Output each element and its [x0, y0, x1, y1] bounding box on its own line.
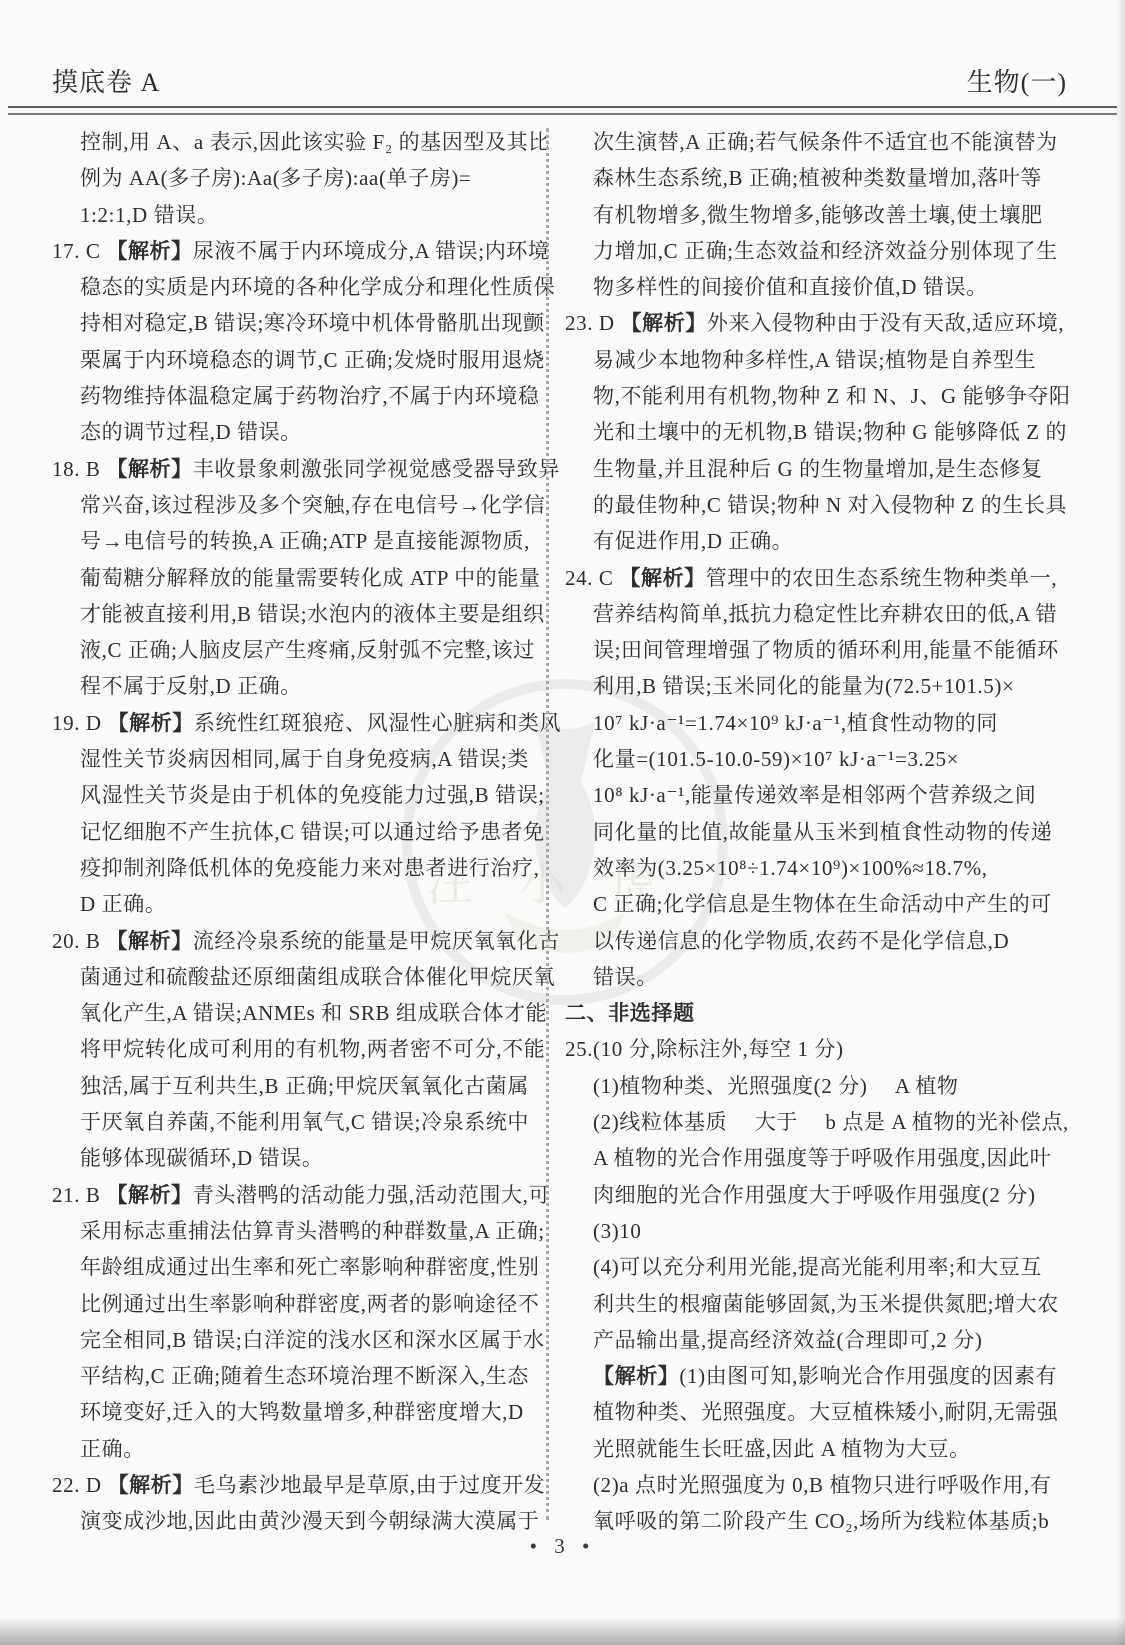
text-line: D 正确。 — [80, 892, 167, 917]
text-line: (2)a 点时光照强度为 0,B 植物只进行呼吸作用,有 — [593, 1472, 1052, 1497]
text-line: 二、非选择题 — [565, 1001, 695, 1026]
text-line: 产品输出量,提高经济效益(合理即可,2 分) — [593, 1327, 983, 1352]
text-line: 18. B 【解析】丰收景象刺激张同学视觉感受器导致异 — [52, 456, 560, 481]
text-line: 环境变好,迁入的大鸨数量增多,种群密度增大,D — [80, 1400, 524, 1425]
text-line: 10⁷ kJ·a⁻¹=1.74×10⁹ kJ·a⁻¹,植食性动物的同 — [593, 710, 998, 735]
text-line: (3)10 — [593, 1218, 642, 1243]
text-line: 能够体现碳循环,D 错误。 — [80, 1146, 324, 1171]
text-line: 同化量的比值,故能量从玉米到植食性动物的传递 — [593, 819, 1053, 844]
text-line: 20. B 【解析】流经冷泉系统的能量是甲烷厌氧氧化古 — [52, 928, 560, 953]
text-line: 湿性关节炎病因相同,属于自身免疫病,A 错误;类 — [80, 747, 529, 772]
right-column — [565, 124, 1070, 1540]
text-line: 于厌氧自养菌,不能利用氧气,C 错误;冷泉系统中 — [80, 1110, 529, 1135]
text-line: 药物维持体温稳定属于药物治疗,不属于内环境稳 — [80, 384, 540, 409]
text-line: 完全相同,B 错误;白洋淀的浅水区和深水区属于水 — [80, 1327, 545, 1352]
text-line: 程不属于反射,D 正确。 — [80, 674, 302, 699]
text-line: 态的调节过程,D 错误。 — [80, 420, 302, 445]
text-line: 葡萄糖分解释放的能量需要转化成 ATP 中的能量 — [80, 565, 541, 590]
text-line: 力增加,C 正确;生态效益和经济效益分别体现了生 — [593, 238, 1058, 263]
text-line: 稳态的实质是内环境的各种化学成分和理化性质保 — [80, 275, 556, 300]
text-line: 【解析】(1)由图可知,影响光合作用强度的因素有 — [593, 1364, 1058, 1389]
text-line: 24. C 【解析】管理中的农田生态系统生物种类单一, — [565, 565, 1058, 590]
text-line: C 正确;化学信息是生物体在生命活动中产生的可 — [593, 892, 1052, 917]
text-line: 持相对稳定,B 错误;寒冷环境中机体骨骼肌出现颤 — [80, 311, 545, 336]
text-line: 森林生态系统,B 正确;植被种类数量增加,落叶等 — [593, 166, 1042, 191]
text-line: 错误。 — [593, 964, 658, 989]
text-line: 物多样性的间接价值和直接价值,D 错误。 — [593, 275, 988, 300]
text-line: 平结构,C 正确;随着生态环境治理不断深入,生态 — [80, 1364, 529, 1389]
text-line: 10⁸ kJ·a⁻¹,能量传递效率是相邻两个营养级之间 — [593, 783, 1037, 808]
text-line: 栗属于内环境稳态的调节,C 正确;发烧时服用退烧 — [80, 347, 545, 372]
header-right-title: 生物(一) — [966, 68, 1067, 97]
text-line: 采用标志重捕法估算青头潜鸭的种群数量,A 正确; — [80, 1218, 545, 1243]
text-line: 记忆细胞不产生抗体,C 错误;可以通过给予患者免 — [80, 819, 545, 844]
text-line: 常兴奋,该过程涉及多个突触,存在电信号→化学信 — [80, 492, 546, 517]
text-line: 以传递信息的化学物质,农药不是化学信息,D — [593, 928, 1010, 953]
text-line: 25.(10 分,除标注外,每空 1 分) — [565, 1037, 844, 1062]
text-line: 控制,用 A、a 表示,因此该实验 F₂ 的基因型及其比 — [80, 130, 550, 154]
page-number: • 3 • — [529, 1534, 596, 1558]
text-line: 才能被直接利用,B 错误;水泡内的液体主要是组织 — [80, 601, 545, 626]
text-line: 物,不能利用有机物,物种 Z 和 N、J、G 能够争夺阳 — [593, 384, 1071, 409]
text-line: 肉细胞的光合作用强度大于呼吸作用强度(2 分) — [593, 1182, 1036, 1207]
text-line: 光和土壤中的无机物,B 错误;物种 G 能够降低 Z 的 — [593, 420, 1068, 445]
text-line: 独活,属于互利共生,B 正确;甲烷厌氧氧化古菌属 — [80, 1073, 529, 1098]
text-line: 的最佳物种,C 错误;物种 N 对入侵物种 Z 的生长具 — [593, 492, 1068, 517]
text-line: 化量=(101.5-10.0-59)×10⁷ kJ·a⁻¹=3.25× — [593, 747, 960, 772]
header-double-rule — [8, 106, 1117, 115]
text-line: 疫抑制剂降低机体的免疫能力来对患者进行治疗, — [80, 855, 540, 880]
text-line: (2)线粒体基质 大于 b 点是 A 植物的光补偿点, — [593, 1110, 1069, 1135]
text-line: 22. D 【解析】毛乌素沙地最早是草原,由于过度开发 — [52, 1472, 546, 1497]
text-line: 氧化产生,A 错误;ANMEs 和 SRB 组成联合体才能 — [80, 1001, 548, 1026]
text-line: 21. B 【解析】青头潜鸭的活动能力强,活动范围大,可 — [52, 1182, 551, 1207]
text-line: 氧呼吸的第二阶段产生 CO₂,场所为线粒体基质;b — [593, 1509, 1050, 1534]
text-line: 17. C 【解析】尿液不属于内环境成分,A 错误;内环境 — [52, 238, 550, 263]
text-line: 演变成沙地,因此由黄沙漫天到今朝绿满大漠属于 — [80, 1509, 540, 1534]
header-left-title: 摸底卷 A — [52, 68, 161, 97]
text-line: 效率为(3.25×10⁸÷1.74×10⁹)×100%≈18.7%, — [593, 855, 988, 880]
text-line: 将甲烷转化成可利用的有机物,两者密不可分,不能 — [80, 1037, 546, 1062]
text-line: 利共生的根瘤菌能够固氮,为玉米提供氮肥;增大农 — [593, 1291, 1059, 1316]
text-line: (4)可以充分利用光能,提高光能利用率;和大豆互 — [593, 1255, 1042, 1280]
text-line: 比例通过出生率影响种群密度,两者的影响途径不 — [80, 1291, 540, 1316]
text-line: (1)植物种类、光照强度(2 分) A 植物 — [593, 1073, 959, 1098]
text-line: 例为 AA(多子房):Aa(多子房):aa(单子房)= — [80, 166, 472, 191]
text-line: 号→电信号的转换,A 正确;ATP 是直接能源物质, — [80, 529, 531, 554]
text-line: 19. D 【解析】系统性红斑狼疮、风湿性心脏病和类风 — [52, 710, 562, 735]
text-line: 易减少本地物种多样性,A 错误;植物是自养型生 — [593, 347, 1037, 372]
watermark-text: 汪小虎 — [427, 859, 703, 910]
text-line: 营养结构简单,抵抗力稳定性比弃耕农田的低,A 错 — [593, 601, 1058, 626]
text-line: 年龄组成通过出生率和死亡率影响种群密度,性别 — [80, 1255, 540, 1280]
text-line: 有机物增多,微生物增多,能够改善土壤,使土壤肥 — [593, 202, 1043, 227]
left-column — [52, 124, 562, 1540]
text-line: 次生演替,A 正确;若气候条件不适宜也不能演替为 — [593, 130, 1058, 154]
text-line: 风湿性关节炎是由于机体的免疫能力过强,B 错误; — [80, 783, 545, 808]
scan-shadow-right — [1115, 0, 1125, 1645]
page-header — [52, 62, 1067, 98]
text-line: 利用,B 错误;玉米同化的能量为(72.5+101.5)× — [593, 674, 1015, 699]
text-line: 1:2:1,D 错误。 — [80, 202, 219, 227]
scan-shadow-bottom — [0, 1617, 1125, 1645]
text-line: A 植物的光合作用强度等于呼吸作用强度,因此叶 — [593, 1146, 1052, 1171]
text-line: 植物种类、光照强度。大豆植株矮小,耐阴,无需强 — [593, 1400, 1059, 1425]
text-line: 有促进作用,D 正确。 — [593, 529, 794, 554]
column-divider — [546, 128, 549, 1520]
text-line: 液,C 正确;人脑皮层产生疼痛,反射弧不完整,该过 — [80, 638, 535, 663]
text-line: 正确。 — [80, 1436, 145, 1461]
text-line: 菌通过和硫酸盐还原细菌组成联合体催化甲烷厌氧 — [80, 964, 556, 989]
text-line: 误;田间管理增强了物质的循环利用,能量不能循环 — [593, 638, 1059, 663]
text-line: 生物量,并且混种后 G 的生物量增加,是生态修复 — [593, 456, 1043, 481]
text-line: 23. D 【解析】外来入侵物种由于没有天敌,适应环境, — [565, 311, 1065, 336]
text-line: 光照就能生长旺盛,因此 A 植物为大豆。 — [593, 1436, 971, 1461]
